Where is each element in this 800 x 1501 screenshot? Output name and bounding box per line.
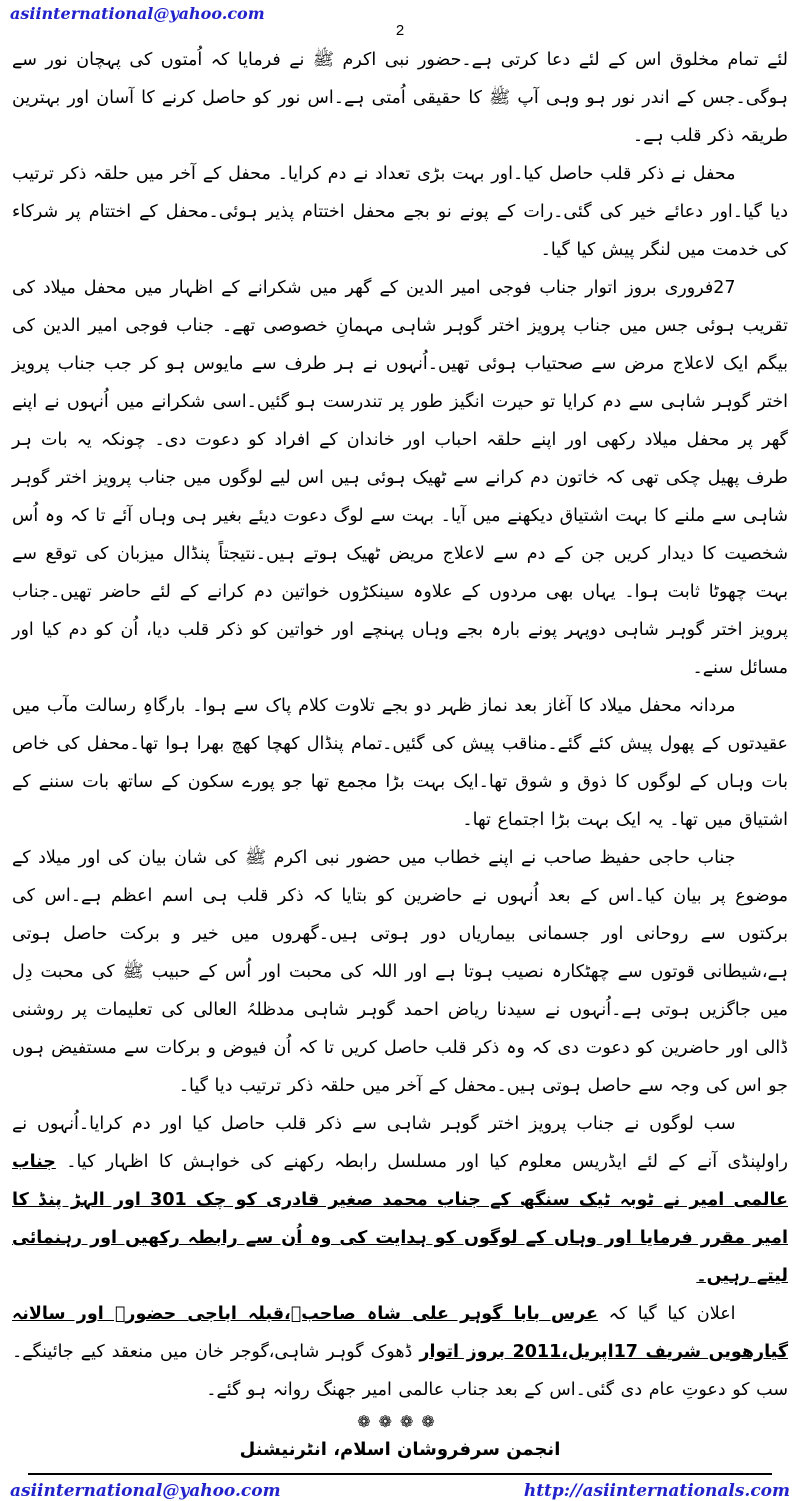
paragraph (12, 839, 788, 1105)
paragraph (12, 269, 788, 687)
paragraph-segment: 27فروری بروز اتوار جناب فوجی امیر الدین کے گھر میں شکرانے کے اظہار میں محفل میلاد کی تقریب ہوئی جس میں جناب پرویز اختر گوہر شاہی مہمانِ خصوصی تھے۔ جناب فوجی امیر الدین کی بیگم ایک لاعلاج مرض سے صحتیاب ہوئی تھیں۔اُنہوں نے ہر طرف سے مایوس ہو کر جب جناب پرویز اختر گوہر شاہی سے دم کرایا تو حیرت انگیز طور پر تندرست ہو گئیں۔اسی شکرانے میں اُنہوں نے اپنے گھر پر محفل میلاد رکھی اور اپنے حلقہ احباب اور خاندان کے افراد کو دعوت دی۔ چونکہ یہ بات ہر طرف پھیل چکی تھی کہ خاتون دم کرانے سے ٹھیک ہوئی ہیں اس لیے لوگوں میں جناب پرویز اختر گوہر شاہی سے ملنے کا بہت اشتیاق دیکھنے میں آیا۔ بہت سے لوگ دعوت دیئے بغیر ہی وہاں آئے تا کہ وہ اُس شخصیت کا دیدار کریں جن کے دم سے لاعلاج مریض ٹھیک ہوتے ہیں۔نتیجتاً پنڈال میزبان کی توقع سے بہت چھوٹا ثابت ہوا۔ یہاں بھی مردوں کے علاوہ سینکڑوں خواتین دم کرانے کے لئے حاضر تھیں۔جناب پرویز اختر گوہر شاہی دوپہر پونے بارہ بجے وہاں پہنچے اور خواتین کو ذکر قلب دیا، اُن کو دم کیا اور مسائل سنے۔ (12, 278, 788, 678)
paragraph-segment: مردانہ محفل میلاد کا آغاز بعد نماز ظہر دو بجے تلاوت کلام پاک سے ہوا۔ بارگاہِ رسالت مآب میں عقیدتوں کے پھول پیش کئے گئے۔مناقب پیش کی گئیں۔تمام پنڈال کھچا کھچ بھرا ہوا تھا۔محفل کی خاص بات وہاں کے لوگوں کا ذوق و شوق تھا۔ایک بہت بڑا مجمع تھا جو پورے سکون کے ساتھ بات سننے کے اشتیاق میں تھا۔ یہ ایک بہت بڑا اجتماع تھا۔ (12, 696, 788, 830)
paragraph-segment: اعلان کیا گیا کہ (597, 1304, 736, 1324)
paragraph-segment: سب لوگوں نے جناب پرویز اختر گوہر شاہی سے ذکر قلب حاصل کیا اور دم کرایا۔اُنہوں نے راولپنڈی آنے کے لئے ایڈریس معلوم کیا اور مسلسل رابطہ رکھنے کی خواہش کا اظہار کیا۔ (12, 1114, 788, 1172)
header-email-link[interactable]: asiinternational@yahoo.com (10, 4, 265, 23)
paragraph-segment: محفل نے ذکر قلب حاصل کیا۔اور بہت بڑی تعداد نے دم کرایا۔ محفل کے آخر میں حلقہ ذکر ترتیب دیا گیا۔اور دعائے خیر کی گئی۔رات کے پونے نو بجے محفل اختتام پذیر ہوئی۔محفل کے اختتام پر شرکاء کی خدمت میں لنگر پیش کیا گیا۔ (12, 164, 788, 260)
paragraph-segment: عرس بابا گوہر علی شاہ صاحبؒ،قبلہ اباجی حضورؒ اور سالانہ گیارھویں شریف 17اپریل،2011 بروز اتوار (12, 1304, 788, 1362)
page-number: 2 (395, 22, 405, 39)
paragraph-segment: ڈھوک گوہر شاہی،گوجر خان میں منعقد کیے جائینگے۔سب کو دعوتِ عام دی گئی۔اس کے بعد جناب عالمی امیر جھنگ روانہ ہو گئے۔ (12, 1342, 788, 1400)
page-footer (0, 1475, 800, 1501)
paragraph (12, 41, 788, 155)
footer-email-link[interactable]: asiinternational@yahoo.com (10, 1481, 281, 1501)
footer-website-link[interactable]: http://asiinternationals.com (523, 1481, 790, 1501)
flower-ornament-divider: ❁❁❁❁ (357, 1412, 443, 1431)
body-paragraphs (0, 39, 800, 1409)
organization-title: انجمن سرفروشان اسلام، انٹرنیشنل (239, 1439, 561, 1460)
page-header (0, 0, 800, 39)
paragraph-segment: جناب حاجی حفیظ صاحب نے اپنے خطاب میں حضور نبی اکرم ﷺ کی شان بیان کی اور میلاد کے موضوع پر بیان کیا۔اس کے بعد اُنہوں نے حاضرین کو بتایا کہ ذکر قلب ہی اسم اعظم ہے۔اس کی برکتوں سے روحانی اور جسمانی بیماریاں دور ہوتی ہیں۔گھروں میں خیر و برکت حاصل ہوتی ہے،شیطانی قوتوں سے چھٹکارہ نصیب ہوتا ہے اور اللہ کی محبت اور اُس کے حبیب ﷺ کی محبت دِل میں جاگزیں ہوتی ہے۔اُنہوں نے سیدنا ریاض احمد گوہر شاہی مدظلہُ العالی کی تعلیمات پر روشنی ڈالی اور حاضرین کو دعوت دی کہ وہ ذکر قلب حاصل کریں تا کہ اُن فیوض و برکات سے مستفیض ہوں جو اس کی وجہ سے حاصل ہوتی ہیں۔محفل کے آخر میں حلقہ ذکر ترتیب دیا گیا۔ (12, 848, 788, 1096)
paragraph-segment: جناب عالمی امیر نے ٹوبہ ٹیک سنگھ کے جناب محمد صغیر قادری کو چک 301 اور الہڑ پنڈ کا امیر مقرر فرمایا اور وہاں کے لوگوں کو ہدایت کی وہ اُن سے رابطہ رکھیں اور رہنمائی لیتے رہیں۔ (12, 1152, 788, 1286)
paragraph-segment: لئے تمام مخلوق اس کے لئے دعا کرتی ہے۔حضور نبی اکرم ﷺ نے فرمایا کہ اُمتوں کی پہچان نور سے ہوگی۔جس کے اندر نور ہو وہی آپ ﷺ کا حقیقی اُمتی ہے۔اس نور کو حاصل کرنے کا آسان اور بہترین طریقہ ذکر قلب ہے۔ (12, 50, 788, 146)
paragraph (12, 1105, 788, 1295)
paragraph (12, 1295, 788, 1409)
paragraph (12, 687, 788, 839)
paragraph (12, 155, 788, 269)
